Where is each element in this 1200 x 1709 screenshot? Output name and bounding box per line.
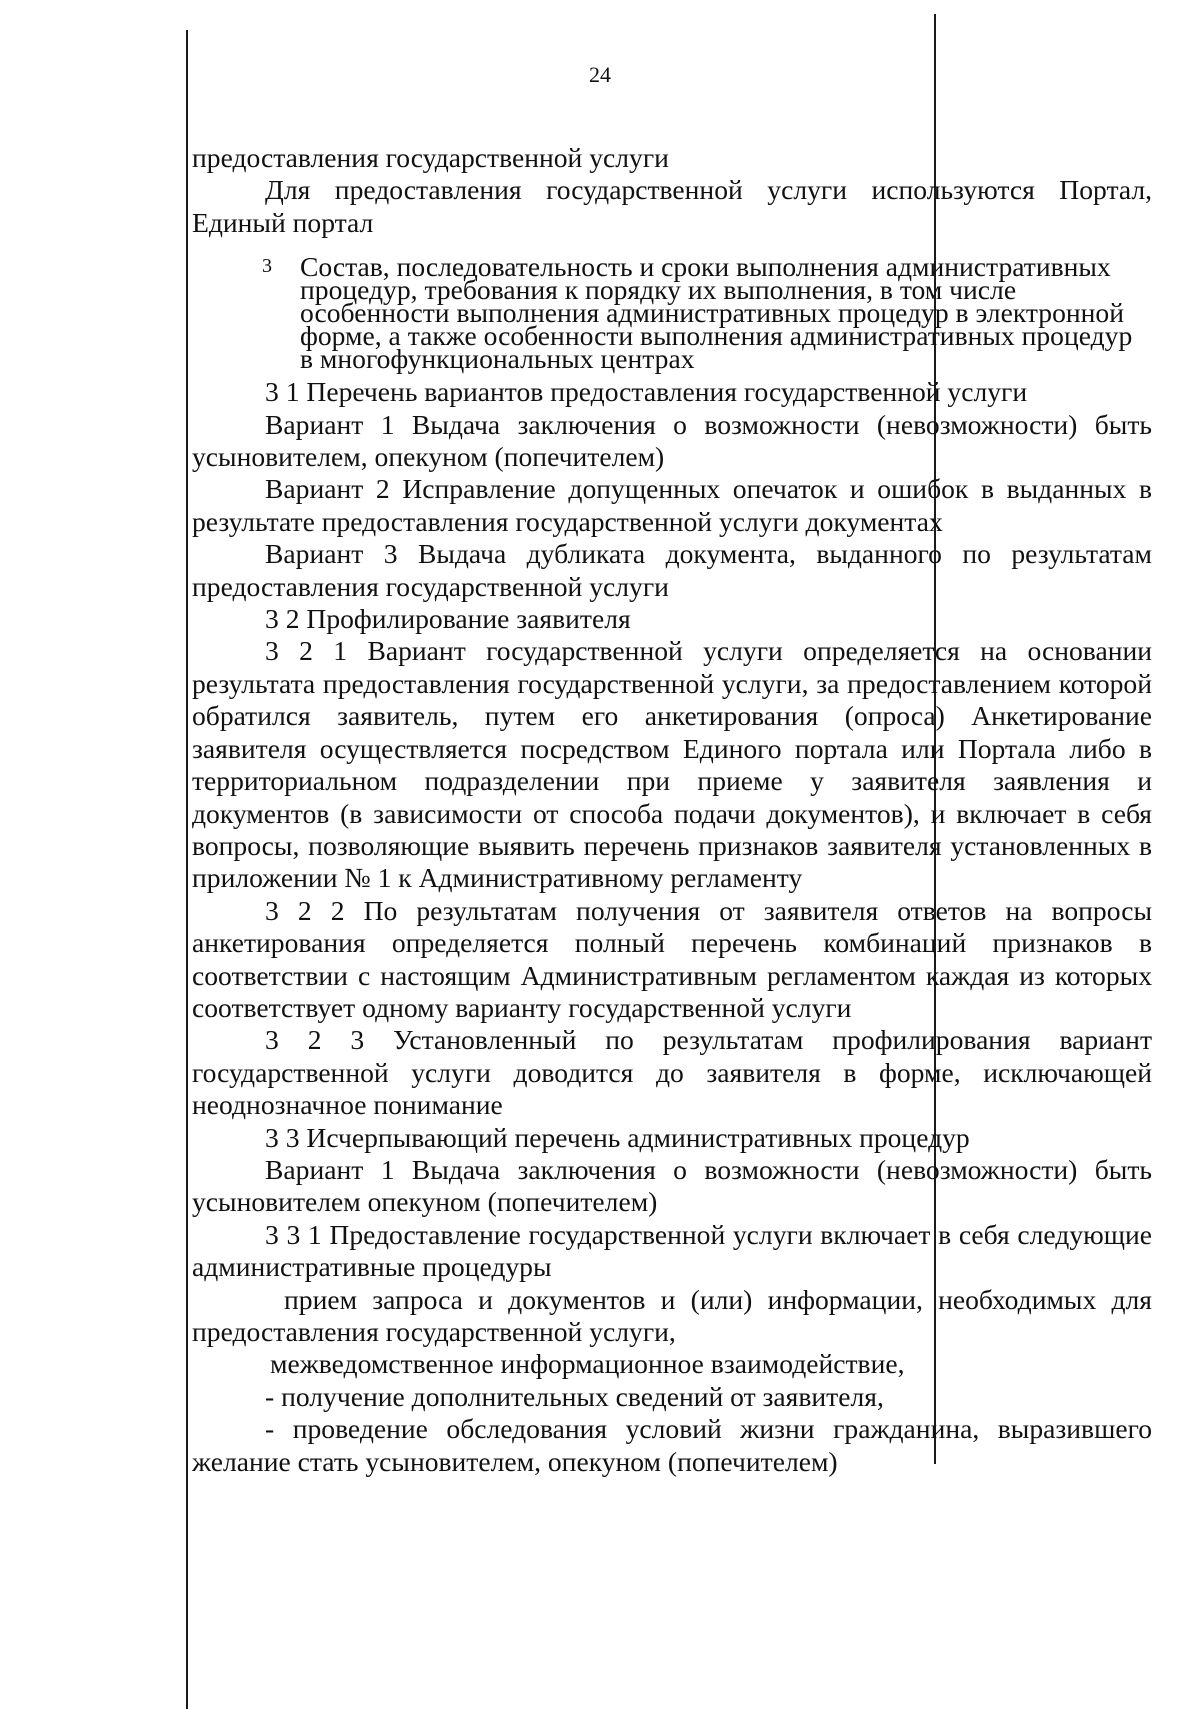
paragraph: 3 3 Исчерпывающий перечень административных процедур — [265, 1121, 970, 1153]
section-title: Состав, последовательность и сроки выполнения административных процедур, требования к порядку их выполнения, в том числе особенности выполнения административных процедур в электронной форме, а также особенности выполнения административных процедур в многофункциональных центрах — [300, 251, 1133, 375]
list-item: межведомственное информационное взаимодействие, — [270, 1348, 905, 1380]
scan-line-left — [186, 30, 188, 1709]
paragraph: 3 2 3 Установленный по результатам профилирования вариант государственной услуги доводится до заявителя в форме, исключающей неоднозначное понимание — [192, 1024, 1152, 1121]
paragraph: Вариант 3 Выдача дубликата документа, выданного по результатам предоставления государственной услуги — [192, 538, 1152, 602]
page-number: 24 — [589, 62, 611, 87]
section-number: 3 — [262, 255, 272, 278]
paragraph: предоставления государственной услуги — [192, 142, 669, 173]
section-heading — [262, 251, 1152, 375]
document-body — [192, 142, 1152, 1478]
paragraph: 3 3 1 Предоставление государственной услуги включает в себя следующие административные процедуры — [192, 1218, 1152, 1283]
list-item: - получение дополнительных сведений от заявителя, — [265, 1380, 884, 1412]
list-item: прием запроса и документов и (или) информации, необходимых для предоставления государственной услуги, — [192, 1283, 1152, 1347]
paragraph: 3 2 1 Вариант государственной услуги определяется на основании результата предоставления государственной услуги, за предоставлением которой обратился заявитель, путем его анкетирования (опроса) Анкетирование заявителя осуществляется посредством Единого портала или Портала либо в территориальном подразделении при приеме у заявителя заявления и документов (в зависимости от способа подачи документов), и включает в себя вопросы, позволяющие выявить перечень признаков заявителя установленных в приложении № 1 к Административному регламенту — [192, 635, 1152, 894]
paragraph: Вариант 1 Выдача заключения о возможности (невозможности) быть усыновителем, опекуном (попечителем) — [192, 408, 1152, 473]
list-item: - проведение обследования условий жизни гражданина, выразившего желание стать усыновителем, опекуном (попечителем) — [192, 1413, 1152, 1477]
paragraph: 3 2 Профилирование заявителя — [265, 603, 631, 635]
paragraph: Вариант 1 Выдача заключения о возможности (невозможности) быть усыновителем опекуном (попечителем) — [192, 1153, 1152, 1218]
paragraph: Для предоставления государственной услуги используются Портал, Единый портал — [192, 174, 1152, 238]
paragraph: Вариант 2 Исправление допущенных опечаток и ошибок в выданных в результате предоставления государственной услуги документах — [192, 473, 1152, 537]
paragraph: 3 2 2 По результатам получения от заявителя ответов на вопросы анкетирования определяется полный перечень комбинаций признаков в соответствии с настоящим Административным регламентом каждая из которых соответствует одному варианту государственной услуги — [192, 894, 1152, 1023]
paragraph: 3 1 Перечень вариантов предоставления государственной услуги — [265, 376, 1028, 408]
